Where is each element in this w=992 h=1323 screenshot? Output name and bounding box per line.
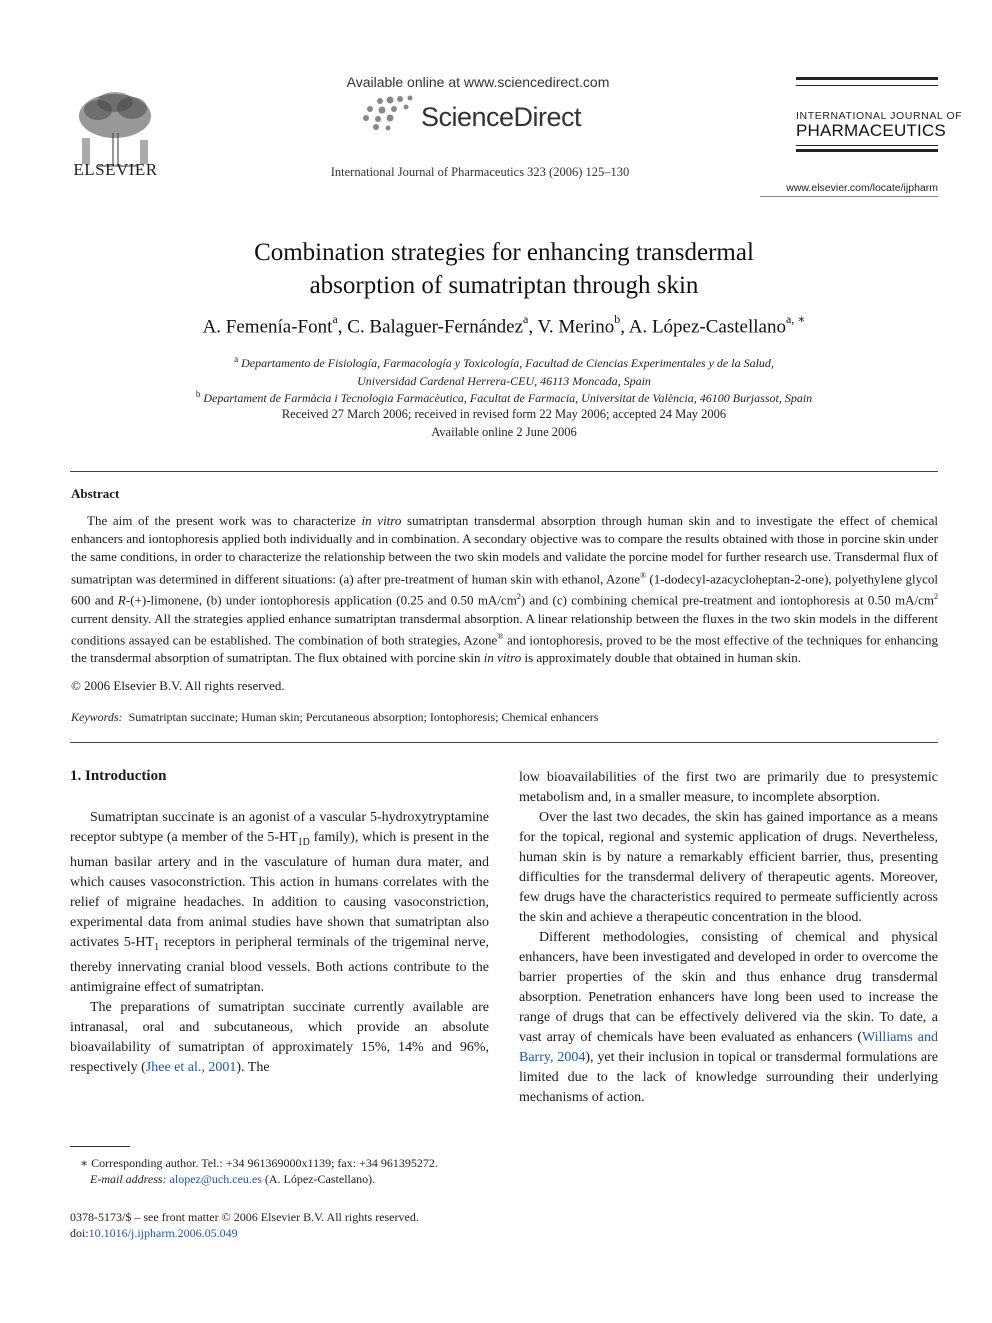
keywords [71,710,598,725]
journal-url-link[interactable]: www.elsevier.com/locate/ijpharm [786,182,938,194]
doi-link[interactable]: 10.1016/j.ijpharm.2006.05.049 [88,1226,238,1240]
affil-mark: b [195,389,201,399]
author-affil-mark: a, ∗ [785,312,806,326]
email-link[interactable]: alopez@uch.ceu.es [169,1172,262,1186]
affil-text: Departament de Farmàcia i Tecnologia Farmacèutica, Facultat de Farmacia, Universitat de València, 46100 Burjassot, Spain [203,391,813,405]
journal-box-rule [796,149,938,152]
email-footnote: E-mail address: alopez@uch.ceu.es (A. López-Castellano). [90,1172,376,1186]
affil-text: Departamento de Fisiología, Farmacología y Toxicología, Facultad de Ciencias Experimentales y de la Salud, [241,356,774,370]
divider [70,742,938,743]
available-online-date: Available online 2 June 2006 [431,425,577,439]
author-separator: , [337,316,348,338]
paragraph: The preparations of sumatriptan succinate currently available are intranasal, oral and subcutaneous, which provide an absolute bioavailability of sumatriptan of approximately 15%, 14% and 96%, respectively (Jhee et al., 2001). The [70,999,489,1075]
right-column [519,768,938,1108]
keywords-label: Keywords: [71,710,123,724]
affil-text: Universidad Cardenal Herrera-CEU, 46113 Moncada, Spain [357,374,651,388]
journal-box-rule [796,85,938,86]
received-dates: Received 27 March 2006; received in revised form 22 May 2006; accepted 24 May 2006 [281,407,727,421]
journal-name-line2: PHARMACEUTICS [796,121,946,140]
divider [70,471,938,472]
author-affil-mark: a [332,312,338,326]
paragraph: Sumatriptan succinate is an agonist of a vascular 5-hydroxytryptamine receptor subtype (a member of the $5-HT_{1D}$ family), which is present in the human basilar artery and in the vasculature of human dura mater, and which causes vasoconstriction. This action in humans correlates with the relief of migraine headaches. In addition to causing vasoconstriction, experimental data from animal studies have shown that sumatriptan also activates $5-HT_1$ receptors in peripheral terminals of the trigeminal nerve, thereby innervating cranial blood vessels. Both actions contribute to the antimigraine effect of sumatriptan. [70,810,490,995]
author-name[interactable]: V. Merino [537,316,615,338]
sciencedirect-logo-text: ScienceDirect [421,102,582,132]
paragraph: Different methodologies, consisting of chemical and physical enhancers, have been investigated and developed in order to overcome the barrier properties of the skin and thus enhance drug transdermal absorption. Penetration enhancers have long been used to increase the range of drugs that can be effectively delivered via the skin. To date, a vast array of chemicals have been evaluated as enhancers (Williams and Barry, 2004), yet their inclusion in topical or transdermal formulations are limited due to the lack of knowledge surrounding their underlying mechanisms of action. [519,930,939,1105]
paragraph: Over the last two decades, the skin has gained importance as a means for the topical, regional and systemic application of drugs. Nevertheless, human skin is by nature a remarkably efficient barrier, thus, presenting difficulties for the transdermal delivery of therapeutic agents. Moreover, few drugs have the characteristics required to permeate sufficiently across the skin and achieve a therapeutic concentration in the blood. [519,810,938,925]
citation-link[interactable]: Jhee et al., 2001 [145,1059,237,1075]
available-online-text: Available online at www.sciencedirect.com [346,74,610,90]
journal-box-rule [796,77,938,80]
author-list [70,314,938,338]
left-column [70,808,489,1078]
author-separator: , [528,316,538,338]
paragraph: low bioavailabilities of the first two are primarily due to presystemic metabolism and, in a smaller measure, to incomplete absorption. [519,770,938,805]
affiliation-b [70,385,938,407]
journal-reference: International Journal of Pharmaceutics 323 (2006) 125–130 [330,165,630,179]
keywords-text: Sumatriptan succinate; Human skin; Percutaneous absorption; Iontophoresis; Chemical enhancers [128,710,599,724]
issn-line: 0378-5173/$ – see front matter © 2006 Elsevier B.V. All rights reserved. [70,1210,419,1224]
abstract-copyright: © 2006 Elsevier B.V. All rights reserved. [71,678,285,693]
author-separator: , [620,316,629,338]
doi-line: doi:10.1016/j.ijpharm.2006.05.049 [70,1226,238,1240]
url-underline [760,196,938,197]
author-affil-mark: a [523,312,529,326]
publisher-name: ELSEVIER [73,160,158,179]
footnote-rule [70,1146,130,1147]
citation-link[interactable]: Williams and Barry, 2004 [519,1030,939,1065]
journal-name-line1: INTERNATIONAL JOURNAL OF [796,110,963,122]
title-line-2: absorption of sumatriptan through skin [309,272,699,299]
journal-box-rule [796,145,938,146]
section-heading-introduction: 1. Introduction [70,768,167,784]
affil-mark: a [234,354,239,364]
abstract-text: The aim of the present work was to characterize in vitro sumatriptan transdermal absorption through human skin and to investigate the effect of chemical enhancers and iontophoresis applied both individually and in combination. A secondary objective was to compare the results obtained with those in porcine skin under the same conditions, in order to characterize the relationship between the two skin models and validate the porcine model for further research use. Transdermal flux of sumatriptan was determined in different situations: (a) after pre-treatment of human skin with ethanol, Azone® (1-dodecyl-azacycloheptan-2-one), polyethylene glycol 600 and R-(+)-limonene, (b) under iontophoresis application (0.25 and 0.50 $mA/cm^2$) and (c) combining chemical pre-treatment and iontophoresis at 0.50 $mA/cm^2$ current density. All the strategies applied enhance sumatriptan transdermal absorption. A linear relationship between the fluxes in the two skin models in the different conditions assayed can be established. The combination of both strategies, Azone® and iontophoresis, proved to be the most effective of the techniques for enhancing the transdermal absorption of sumatriptan. The flux obtained with porcine skin in vitro is approximately double that obtained in human skin. [71,513,938,666]
title-line-1: Combination strategies for enhancing transdermal [254,239,754,266]
corresponding-author-footnote: ∗ Corresponding author. Tel.: +34 961369000x1139; fax: +34 961395272. [80,1156,438,1170]
article-title [70,236,938,302]
author-name[interactable]: A. Femenía-Font [202,316,333,338]
author-affil-mark: b [614,312,621,326]
author-name[interactable]: C. Balaguer-Fernández [347,316,524,338]
abstract-heading: Abstract [71,486,120,501]
author-name[interactable]: A. López-Castellano [628,316,786,338]
affiliation-a [70,350,938,390]
